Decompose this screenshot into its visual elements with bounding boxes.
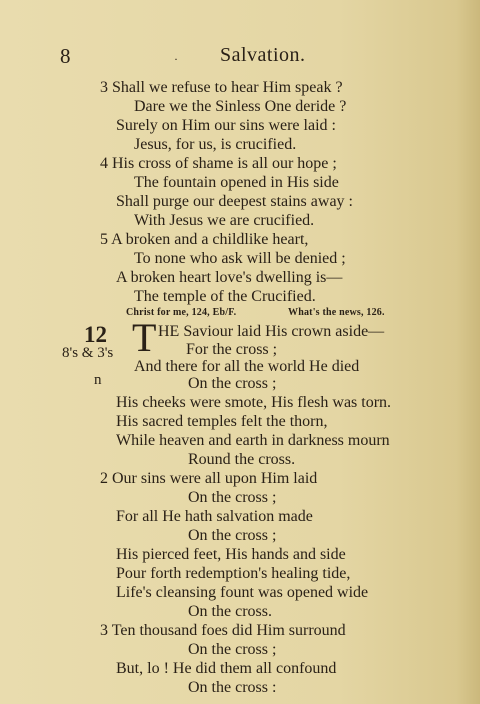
hymn-line: Round the cross. xyxy=(188,451,296,468)
hymn-line: On the cross ; xyxy=(188,489,277,506)
hymn-line: On the cross ; xyxy=(188,527,277,544)
verse-line: Surely on Him our sins were laid : xyxy=(116,117,336,134)
hymn-line: His sacred temples felt the thorn, xyxy=(116,413,328,430)
verse-line: A broken heart love's dwelling is— xyxy=(116,269,343,286)
verse-line: To none who ask will be denied ; xyxy=(134,250,346,267)
verse-line: 4 His cross of shame is all our hope ; xyxy=(100,155,337,172)
hymn-line: While heaven and earth in darkness mourn xyxy=(116,432,390,449)
verse-line: With Jesus we are crucified. xyxy=(134,212,315,229)
hymn-line: 3 Ten thousand foes did Him surround xyxy=(100,622,346,639)
hymn-line: On the cross ; xyxy=(188,375,277,392)
hymn-meter-note: n xyxy=(94,372,102,388)
verse-line: Dare we the Sinless One deride ? xyxy=(134,98,347,115)
hymn-meter: 8's & 3's xyxy=(62,345,114,361)
tune-reference-right: What's the news, 126. xyxy=(288,307,385,318)
verse-line: Jesus, for us, is crucified. xyxy=(134,136,297,153)
hymn-line: Life's cleansing fount was opened wide xyxy=(116,584,369,601)
running-header xyxy=(0,44,480,72)
hymn-number: 12 xyxy=(84,322,107,347)
verse-line: The fountain opened in His side xyxy=(134,174,339,191)
drop-cap: T xyxy=(132,315,157,360)
hymn-line: His cheeks were smote, His flesh was torn. xyxy=(116,394,392,411)
hymn-line: 2 Our sins were all upon Him laid xyxy=(100,470,318,487)
verse-line: 3 Shall we refuse to hear Him speak ? xyxy=(100,79,343,96)
hymn-line: His pierced feet, His hands and side xyxy=(116,546,346,563)
hymn-line: For all He hath salvation made xyxy=(116,508,313,525)
tune-reference-left: Christ for me, 124, Eb/F. xyxy=(126,307,237,318)
page-number: 8 xyxy=(60,44,71,68)
header-dot: · xyxy=(174,52,178,66)
hymn-line: Pour forth redemption's healing tide, xyxy=(116,565,351,582)
hymn-line: And there for all the world He died xyxy=(134,358,360,375)
verse-line: Shall purge our deepest stains away : xyxy=(116,193,353,210)
hymn-line: On the cross : xyxy=(188,679,277,696)
verse-line: 5 A broken and a childlike heart, xyxy=(100,231,309,248)
hymn-line: On the cross ; xyxy=(188,641,277,658)
hymn-line: HE Saviour laid His crown aside— xyxy=(158,323,385,340)
hymn-line: For the cross ; xyxy=(186,341,278,358)
hymn-line: But, lo ! He did them all confound xyxy=(116,660,337,677)
verse-line: The temple of the Crucified. xyxy=(134,288,316,305)
page-title: Salvation. xyxy=(220,44,306,66)
hymn-line: On the cross. xyxy=(188,603,272,620)
